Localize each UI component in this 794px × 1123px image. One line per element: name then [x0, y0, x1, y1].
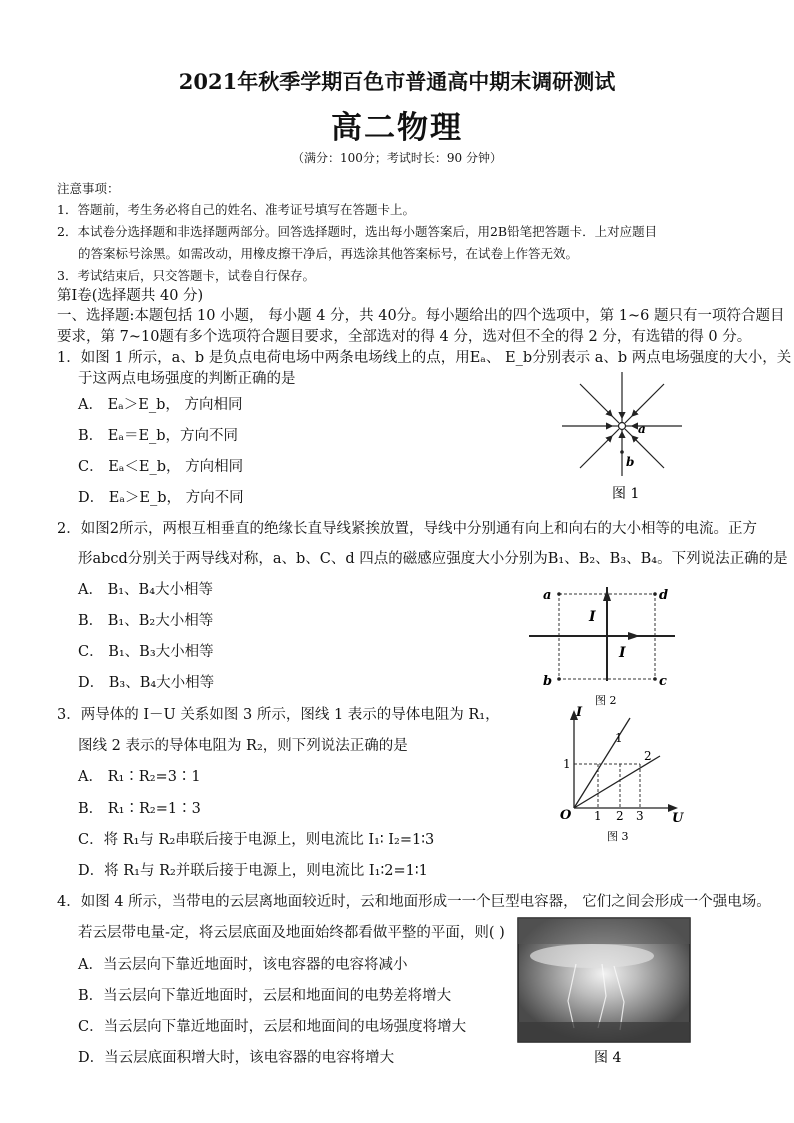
q1-option-a: A． Eₐ＞E_b， 方向相同	[78, 397, 243, 413]
fig3-y-tick: 1	[563, 757, 571, 771]
fig1-label-a: a	[638, 422, 646, 436]
fig3-caption: 图 3	[607, 830, 629, 843]
q1-stem: 1．如图 1 所示，a、b 是负点电荷电场中两条电场线上的点，用Eₐ、 E_b分别表示 a、b 两点电场强度的大小，关	[57, 350, 792, 366]
note-item: 的答案标号涂黑。如需改动，用橡皮擦干净后，再选涂其他答案标号，在试卷上作答无效。	[78, 246, 579, 261]
section-intro: 一、选择题:本题包括 10 小题， 每小题 4 分，共 40分。每小题给出的四个选项中，第 1~6 题只有一项符合题目	[57, 308, 785, 324]
fig3-x-tick: 3	[636, 809, 644, 823]
fig3-x-axis-label: U	[672, 811, 684, 826]
q2-stem: 形abcd分别关于两导线对称，a、b、C、d 四点的磁感应强度大小分别为B₁、B₂、B₃、B₄。下列说法正确的是	[78, 551, 788, 567]
q4-stem: 4．如图 4 所示，当带电的云层离地面较近时，云和地面形成一一个巨型电容器， 它们之间会形成一个强电场。	[57, 894, 771, 910]
q3-option-c: C．将 R₁与 R₂串联后接于电源上，则电流比 I₁∶ I₂=1∶3	[78, 832, 435, 848]
q2-option-b: B． B₁、B₂大小相等	[78, 613, 214, 629]
fig3-line-label-1: 1	[615, 731, 623, 745]
q4-option-b: B．当云层向下靠近地面时，云层和地面间的电势差将增大	[78, 988, 452, 1004]
q4-stem: 若云层带电量-定，将云层底面及地面始终都看做平整的平面，则( )	[78, 925, 505, 941]
fig3-x-tick: 2	[616, 809, 624, 823]
note-item: 2．本试卷分选择题和非选择题两部分。回答选择题时，选出每小题答案后，用2B铅笔把答题卡．上对应题目	[57, 224, 658, 239]
q3-option-a: A． R₁∶R₂=3∶1	[78, 769, 201, 785]
fig3-line-label-2: 2	[644, 749, 652, 763]
q3-stem: 3．两导体的 I－U 关系如图 3 所示，图线 1 表示的导体电阻为 R₁，	[57, 707, 500, 723]
fig4-caption: 图 4	[594, 1050, 622, 1066]
q3-option-b: B． R₁∶R₂=1∶3	[78, 801, 201, 817]
fig3-x-tick: 1	[594, 809, 602, 823]
subject-title: 高二物理	[331, 110, 463, 146]
note-item: 1．答题前，考生务必将自己的姓名、准考证号填写在答题卡上。	[57, 202, 415, 217]
q1-option-c: C． Eₐ＜E_b， 方向相同	[78, 459, 244, 475]
fig1-caption: 图 1	[612, 486, 640, 502]
q4-option-d: D．当云层底面积增大时，该电容器的电容将增大	[78, 1050, 395, 1066]
fig1-label-b: b	[626, 455, 635, 469]
q1-option-d: D． Eₐ＞E_b， 方向不同	[78, 490, 244, 506]
q3-option-d: D．将 R₁与 R₂并联后接于电源上，则电流比 I₁∶2=1∶1	[78, 863, 428, 879]
exam-title: 2021年秋季学期百色市普通高中期末调研测试	[178, 69, 616, 94]
exam-meta: （满分：100分；考试时长：90 分钟）	[292, 151, 502, 165]
fig2-label-a: a	[543, 588, 552, 603]
section-heading: 第Ⅰ卷(选择题共 40 分)	[57, 288, 204, 304]
figure-3	[552, 704, 687, 849]
fig2-label-d: d	[659, 588, 669, 603]
fig2-label-b: b	[543, 674, 553, 689]
figure-4	[516, 916, 692, 1066]
q4-option-a: A．当云层向下靠近地面时，该电容器的电容将减小	[78, 957, 408, 973]
q1-stem: 于这两点电场强度的判断正确的是	[78, 371, 296, 387]
fig2-caption: 图 2	[595, 694, 617, 707]
figure-1	[560, 366, 690, 506]
q2-option-c: C． B₁、B₃大小相等	[78, 644, 214, 660]
q2-option-a: A． B₁、B₄大小相等	[78, 582, 214, 598]
q2-option-d: D． B₃、B₄大小相等	[78, 675, 215, 691]
note-item: 3．考试结束后，只交答题卡，试卷自行保存。	[57, 268, 315, 283]
fig2-current-right: I	[619, 645, 626, 661]
fig2-label-c: c	[659, 674, 667, 689]
fig2-current-up: I	[589, 609, 596, 625]
figure-2	[525, 583, 685, 708]
fig3-origin-label: O	[560, 808, 572, 823]
q2-stem: 2．如图2所示，两根互相垂直的绝缘长直导线紧挨放置，导线中分别通有向上和向右的大小相等的电流。正方	[57, 521, 757, 537]
q3-stem: 图线 2 表示的导体电阻为 R₂，则下列说法正确的是	[78, 738, 408, 754]
q1-option-b: B． Eₐ＝E_b，方向不同	[78, 428, 239, 444]
section-intro: 要求，第 7~10题有多个选项符合题目要求，全部选对的得 4 分，选对但不全的得 2 分，有选错的得 0 分。	[57, 329, 752, 345]
q4-option-c: C．当云层向下靠近地面时，云层和地面间的电场强度将增大	[78, 1019, 467, 1035]
fig3-y-axis-label: I	[576, 705, 583, 720]
notes-heading: 注意事项：	[57, 181, 120, 196]
